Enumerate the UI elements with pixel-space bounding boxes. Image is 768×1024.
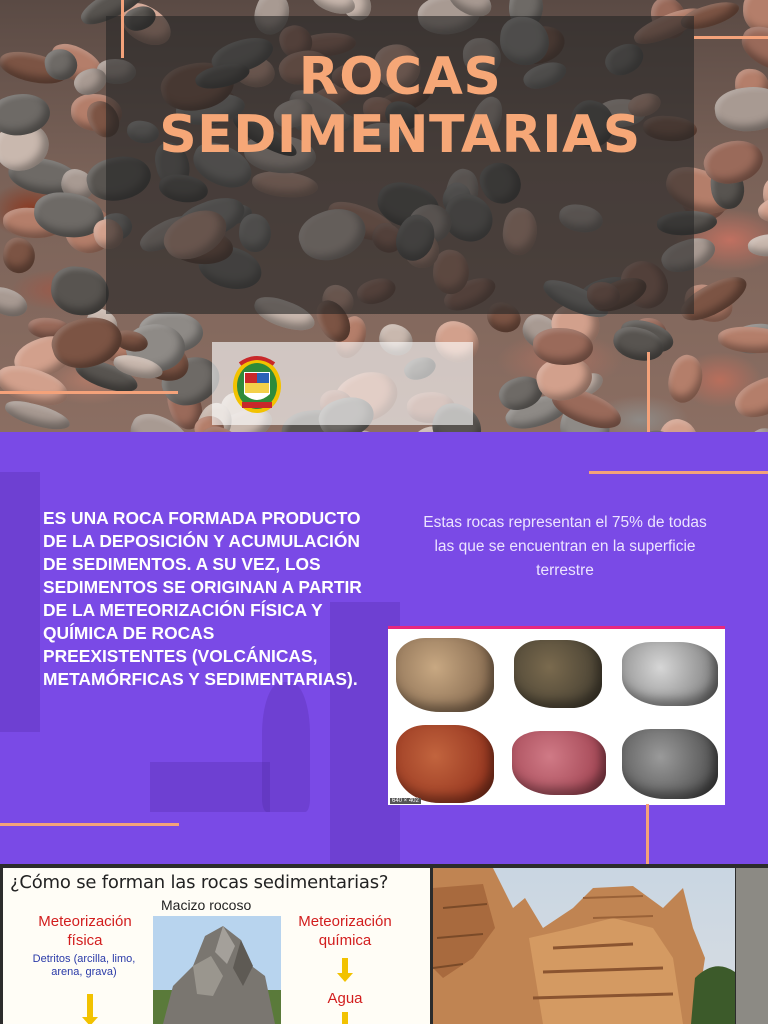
gravel-stone <box>533 328 593 365</box>
page-title <box>106 48 694 164</box>
accent-line <box>647 352 650 432</box>
rock-samples-image <box>388 626 725 805</box>
gravel-stone <box>0 235 38 275</box>
accent-line <box>0 823 179 826</box>
accent-line <box>694 36 768 39</box>
gravel-stone <box>663 351 708 406</box>
gravel-stone <box>652 414 705 432</box>
logo-panel <box>212 342 473 425</box>
rock-sample <box>616 632 724 716</box>
title-panel <box>106 16 694 314</box>
diagram-center-label: Macizo rocoso <box>161 897 252 913</box>
rock-definition: ES UNA ROCA FORMADA PRODUCTO DE LA DEPOSICIÓN Y ACUMULACIÓN DE SEDIMENTOS. A SU VEZ, LOS SEDIMENTOS SE ORIGINAN A PARTIR DE LA METEORIZACIÓN FÍSICA Y QUÍMICA DE ROCAS PREEXISTENTES (VOLCÁNICAS, METAMÓRFICAS Y SEDIMENTARIAS). <box>43 508 362 689</box>
physical-weathering-title-2: física <box>67 932 103 949</box>
accent-line <box>0 391 178 394</box>
rock-massif-photo <box>153 916 281 1024</box>
title-line-1: ROCAS <box>298 47 502 107</box>
gravel-stone <box>0 284 30 322</box>
formation-section <box>0 864 768 1024</box>
rock-sample <box>504 632 612 716</box>
formation-diagram <box>3 868 430 1024</box>
accent-line <box>646 804 649 864</box>
physical-weathering-title-1: Meteorización <box>38 913 132 930</box>
gravel-stone <box>717 326 768 354</box>
chemical-weathering-title-1: Meteorización <box>298 913 392 930</box>
gravel-stone <box>745 421 768 432</box>
accent-line <box>121 0 124 58</box>
accent-line <box>589 471 768 474</box>
gravel-stone <box>729 368 768 426</box>
side-photo <box>736 868 768 1024</box>
background-window <box>0 472 40 732</box>
university-crest-icon <box>232 350 282 416</box>
sandstone-cliff-image <box>433 868 735 1024</box>
down-arrow-icon <box>342 958 348 974</box>
cliff-photo <box>433 868 735 1024</box>
gravel-stone <box>713 83 768 135</box>
chemical-weathering-title-2: química <box>318 932 372 949</box>
down-arrow-icon <box>87 994 93 1018</box>
rock-sample <box>616 721 724 805</box>
rock-sample <box>392 632 500 716</box>
gravel-stone <box>747 231 768 259</box>
hero-section <box>0 0 768 432</box>
rock-sample <box>504 721 612 805</box>
rock-sample <box>392 721 500 805</box>
title-line-2: SEDIMENTARIAS <box>159 105 641 165</box>
image-size-label: 640 × 402 <box>392 798 419 804</box>
down-arrow-icon <box>342 1012 348 1024</box>
background-shelf <box>150 762 270 812</box>
physical-weathering-detail: Detritos (arcilla, limo, arena, grava) <box>32 953 136 978</box>
chemical-weathering-detail: Agua <box>327 990 363 1007</box>
rock-statistic: Estas rocas representan el 75% de todas las que se encuentran en la superficie terrestre <box>423 514 707 579</box>
diagram-question: ¿Cómo se forman las rocas sedimentarias? <box>10 872 389 893</box>
info-section <box>0 432 768 864</box>
